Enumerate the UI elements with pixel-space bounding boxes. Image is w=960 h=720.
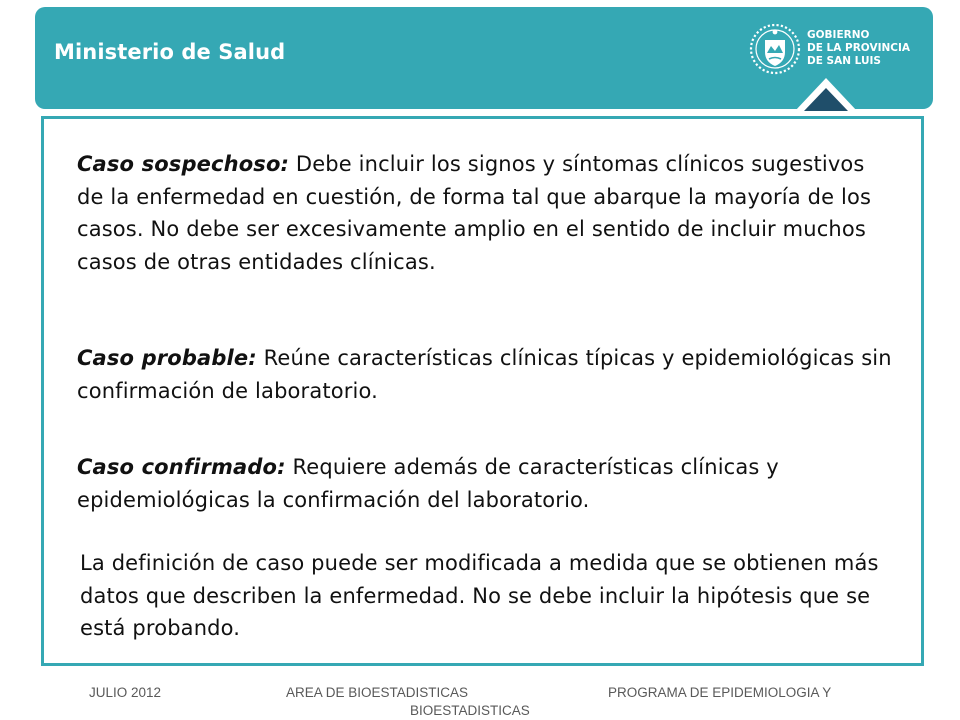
definition-term: Caso probable: [77, 346, 257, 370]
definition-term: Caso confirmado: [77, 455, 286, 479]
government-line: DE SAN LUIS [807, 55, 881, 67]
government-label [807, 29, 910, 68]
ministry-title: Ministerio de Salud [54, 40, 286, 64]
footer-line-2: BIOESTADISTICAS [410, 703, 530, 718]
definition-suspected-case [77, 148, 897, 278]
definition-confirmed-case [77, 451, 897, 516]
footer-date: JULIO 2012 [89, 685, 162, 700]
case-definition-note: La definición de caso puede ser modificada a medida que se obtienen más datos que describen la enfermedad. No se debe incluir la hipótesis que se está probando. [80, 551, 879, 641]
government-line: GOBIERNO [807, 29, 870, 41]
header-triangle-decoration [795, 75, 857, 111]
footer-area: AREA DE BIOESTADISTICAS [286, 685, 469, 700]
definition-probable-case [77, 342, 897, 407]
definition-text: Debe incluir los signos y síntomas clínicos sugestivos de la enfermedad en cuestión, de forma tal que abarque la mayoría de los casos. No debe ser excesivamente amplio en el sentido de incluir muchos casos de otras entidades clínicas. [77, 152, 872, 274]
coat-of-arms-icon [744, 18, 806, 80]
government-line: DE LA PROVINCIA [807, 42, 911, 54]
definition-text: Requiere además de características clínicas y epidemiológicas la confirmación del laboratorio. [77, 455, 779, 512]
footer-program: PROGRAMA DE EPIDEMIOLOGIA Y [608, 685, 832, 700]
definition-term: Caso sospechoso: [77, 152, 290, 176]
definition-text: Reúne características clínicas típicas y epidemiológicas sin confirmación de laboratorio. [77, 346, 892, 403]
